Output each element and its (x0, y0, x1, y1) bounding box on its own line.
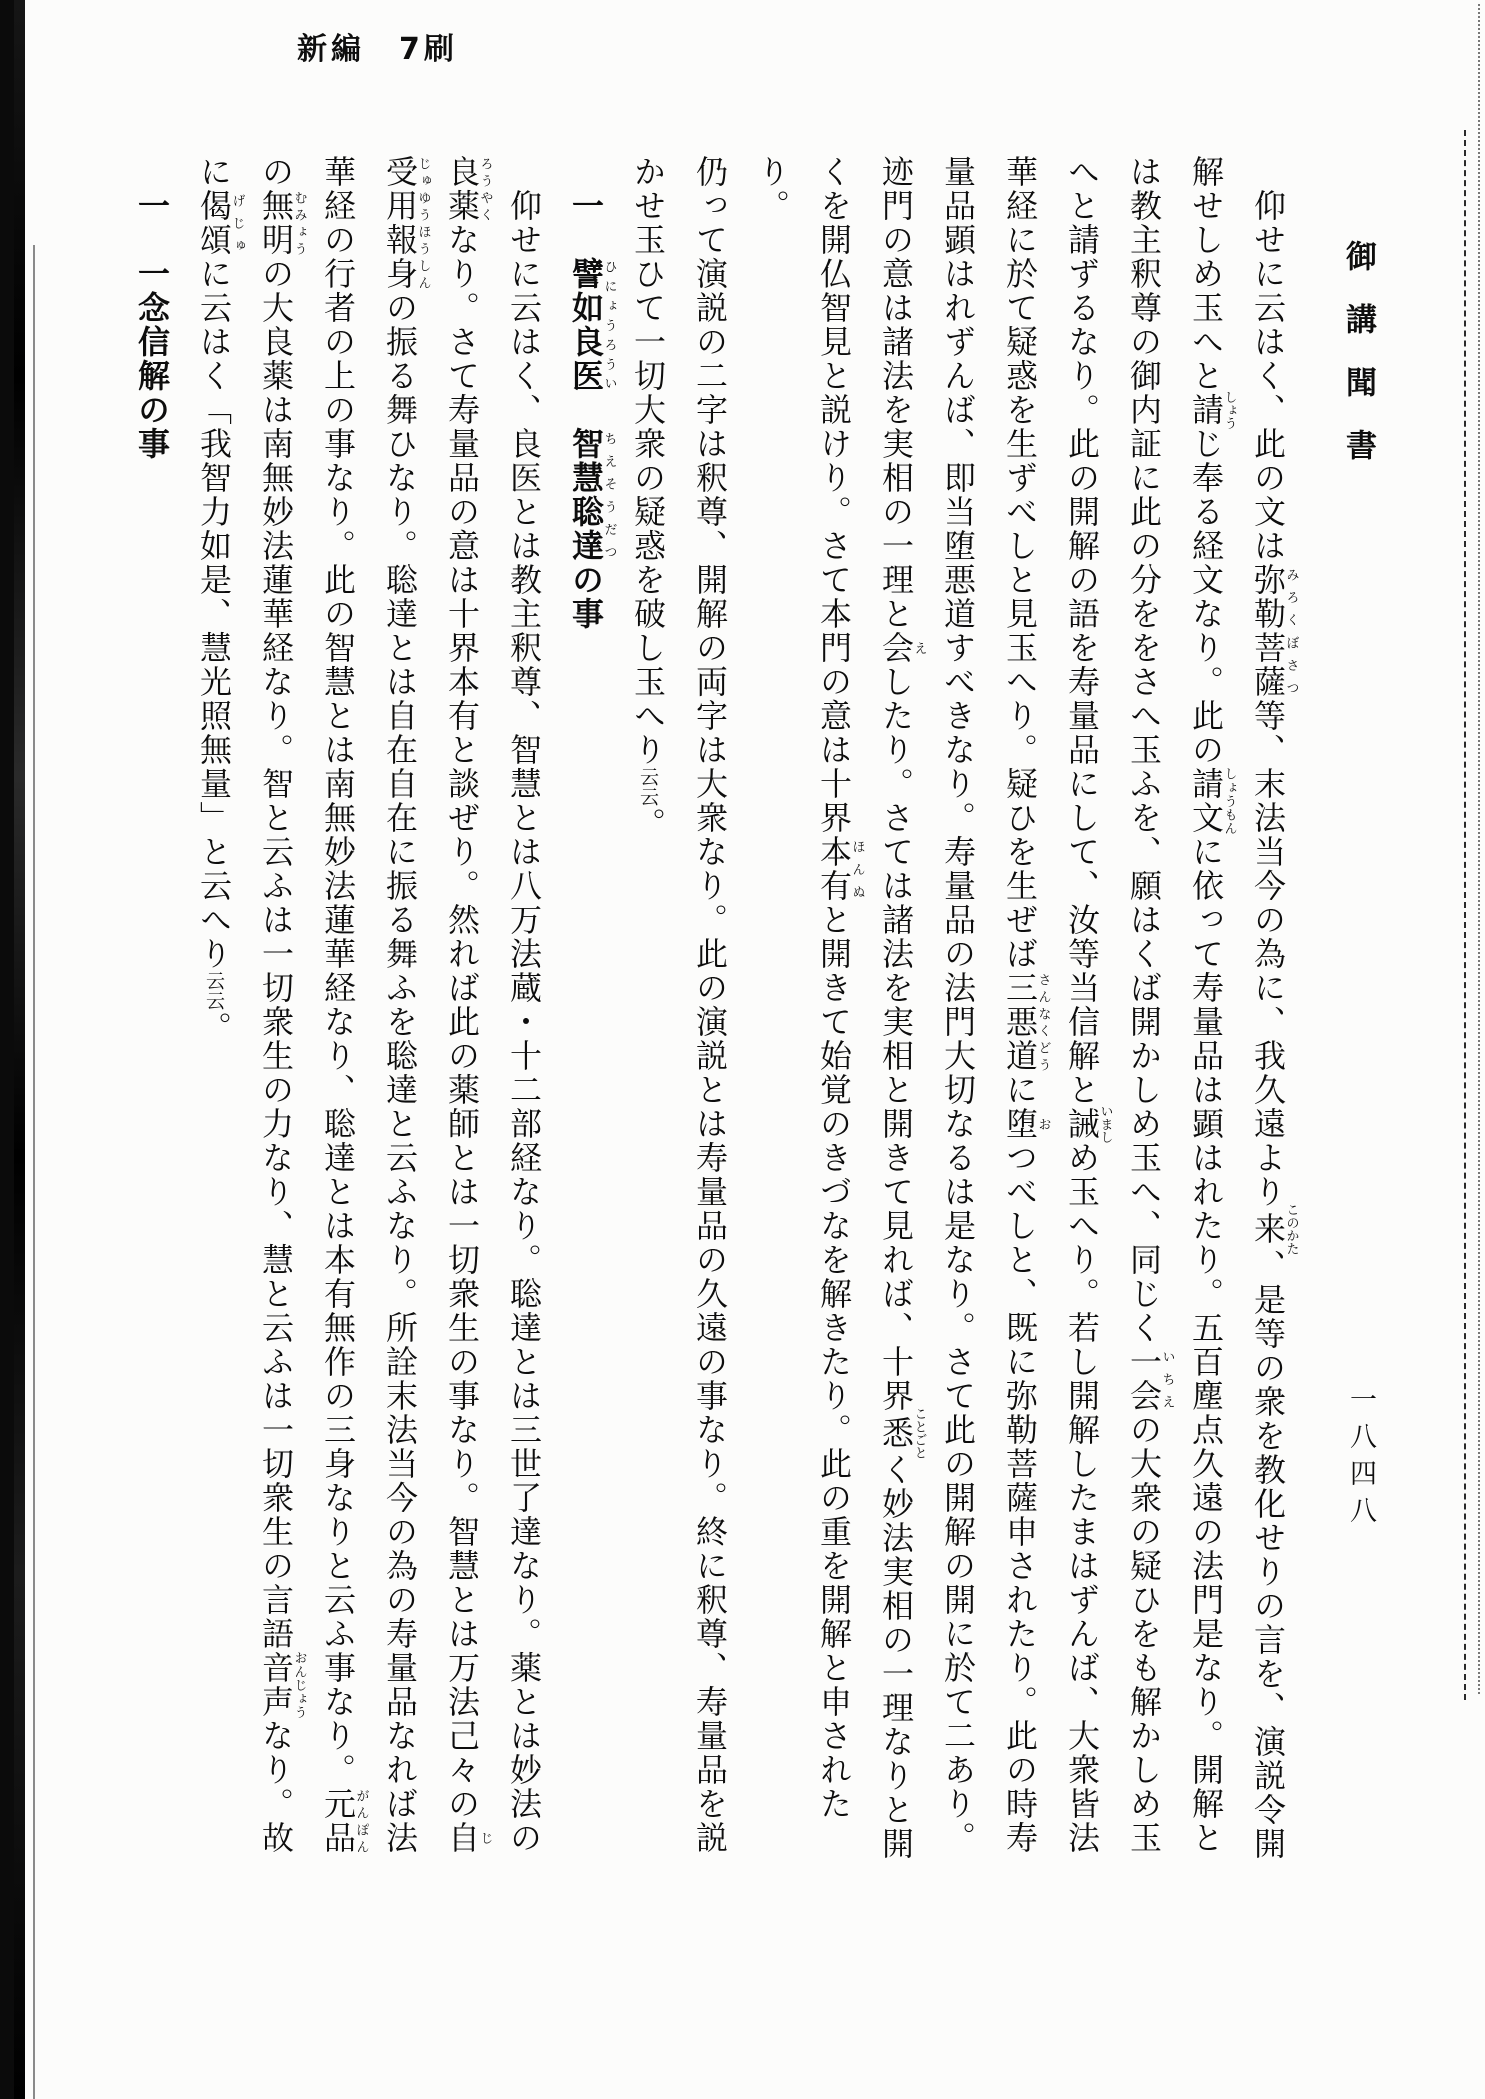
ruby-annotated-text: 自じ (443, 1821, 493, 1855)
ruby-annotated-text: 智慧聡達ちえそうだつ (567, 427, 617, 563)
ruby-annotated-text: 請しょう (1187, 390, 1237, 430)
ruby-annotated-text: 無明むみょう (257, 189, 307, 257)
section-heading: 一 譬如良医ひにょうろうい 智慧聡達ちえそうだつの事 (567, 189, 617, 631)
ruby-annotated-text: 元品がんぽん (319, 1787, 369, 1855)
page-edge-dotted-line (1478, 4, 1480, 1694)
book-title: 御講聞書 (1340, 240, 1376, 492)
ruby-annotated-text: 堕お (1001, 1107, 1051, 1141)
ruby-annotated-text: 一会いちえ (1125, 1345, 1175, 1413)
text-column: 華経の行者の上の事なり。此の智慧とは南無妙法蓮華経なり、聡達とは本有無作の三身なりと云ふ事なり。元品がんぽん (319, 155, 369, 1855)
text-column: 仰せに云はく、此の文は弥勒菩薩みろくぼさつ等、末法当今の為に、我久遠より来このかた、是等の衆を教化せりの言を、演説令開 (1249, 189, 1299, 1861)
ruby-annotated-text: 請文しょうもん (1187, 767, 1237, 835)
edition-header: 新編 7刷 (297, 32, 458, 67)
text-column: 華経に於て疑惑を生ずべしと見玉へり。疑ひを生ぜば三悪道さんなくどうに堕おつべしと、既に弥勒菩薩申されたり。此の時寿 (1001, 155, 1051, 1855)
text-column: 迹門の意は諸法を実相の一理と会えしたり。さては諸法を実相と開きて見れば、十界悉ことごとく妙法実相の一理なりと開 (877, 155, 927, 1861)
text-column: は教主釈尊の御内証に此の分ををさへ玉ふを、願はくば開かしめ玉へ、同じく一会いちえの大衆の疑ひをも解かしめ玉 (1125, 155, 1175, 1855)
scan-edge-line (33, 245, 35, 2099)
ruby-annotated-text: 本有ほんぬ (815, 835, 865, 903)
ruby-annotated-text: 誡いまし (1063, 1104, 1113, 1144)
repetition-mark: 云云 (637, 767, 659, 807)
ruby-annotated-text: 偈頌げじゅ (195, 189, 245, 257)
text-column: の無明むみょうの大良薬は南無妙法蓮華経なり。智と云ふは一切衆生の力なり、慧と云ふは一切衆生の言語音声おんじょうなり。故 (257, 155, 307, 1855)
text-column: くを開仏智見と説けり。さて本門の意は十界本有ほんぬと開きて始覚のきづなを解きたり。此の重を開解と申されたり。 (753, 155, 865, 1821)
page-edge-dashed-line (1464, 130, 1466, 1700)
ruby-annotated-text: 会え (877, 631, 927, 665)
text-column: に偈頌げじゅに云はく「我智力如是、慧光照無量」と云へり云云。 (195, 155, 245, 1045)
section-heading: 一 一念信解の事 (133, 189, 171, 461)
scan-edge-artifact-left-inner (14, 0, 25, 2099)
ruby-annotated-text: 良薬ろうやく (443, 155, 493, 223)
body-text (133, 155, 1299, 1870)
scan-edge-artifact-left-outer (0, 0, 14, 2099)
ruby-annotated-text: 譬如良医ひにょうろうい (567, 257, 617, 393)
ruby-annotated-text: 弥勒菩薩みろくぼさつ (1249, 563, 1299, 699)
ruby-annotated-text: 音声おんじょう (257, 1651, 307, 1719)
text-column: 解せしめ玉へと請しょうじ奉る経文なり。此の請文しょうもんに依って寿量品は顕はれたり。五百塵点久遠の法門是なり。開解と (1187, 155, 1237, 1855)
text-column: 受用報身じゅゆうほうしんの振る舞ひなり。聡達とは自在自在に振る舞ふを聡達と云ふなり。所詮末法当今の為の寿量品なれば法 (381, 155, 431, 1855)
text-column: へと請ずるなり。此の開解の語を寿量品にして、汝等当信解と誡いましめ玉へり。若し開解したまはずんば、大衆皆法 (1063, 155, 1113, 1855)
ruby-annotated-text: 来このかた (1249, 1203, 1299, 1255)
text-column: 良薬ろうやくなり。さて寿量品の意は十界本有と談ぜり。然れば此の薬師とは一切衆生の事なり。智慧とは万法己々の自じ (443, 155, 493, 1855)
text-column: かせ玉ひて一切大衆の疑惑を破し玉へり云云。 (629, 155, 667, 841)
text-column: 仍って演説の二字は釈尊、開解の両字は大衆なり。此の演説とは寿量品の久遠の事なり。終に釈尊、寿量品を説 (691, 155, 729, 1855)
ruby-annotated-text: 受用報身じゅゆうほうしん (381, 155, 431, 291)
ruby-annotated-text: 悉ことごと (877, 1407, 927, 1459)
ruby-annotated-text: 三悪道さんなくどう (1001, 971, 1051, 1073)
text-column: 仰せに云はく、良医とは教主釈尊、智慧とは八万法蔵・十二部経なり。聡達とは三世了達なり。薬とは妙法の (505, 189, 543, 1855)
text-column: 量品顕はれずんば、即当堕悪道すべきなり。寿量品の法門大切なるは是なり。さて此の開解の開に於て二あり。 (939, 155, 977, 1855)
repetition-mark: 云云 (203, 971, 225, 1011)
page-number: 一八四八 (1345, 1385, 1376, 1533)
